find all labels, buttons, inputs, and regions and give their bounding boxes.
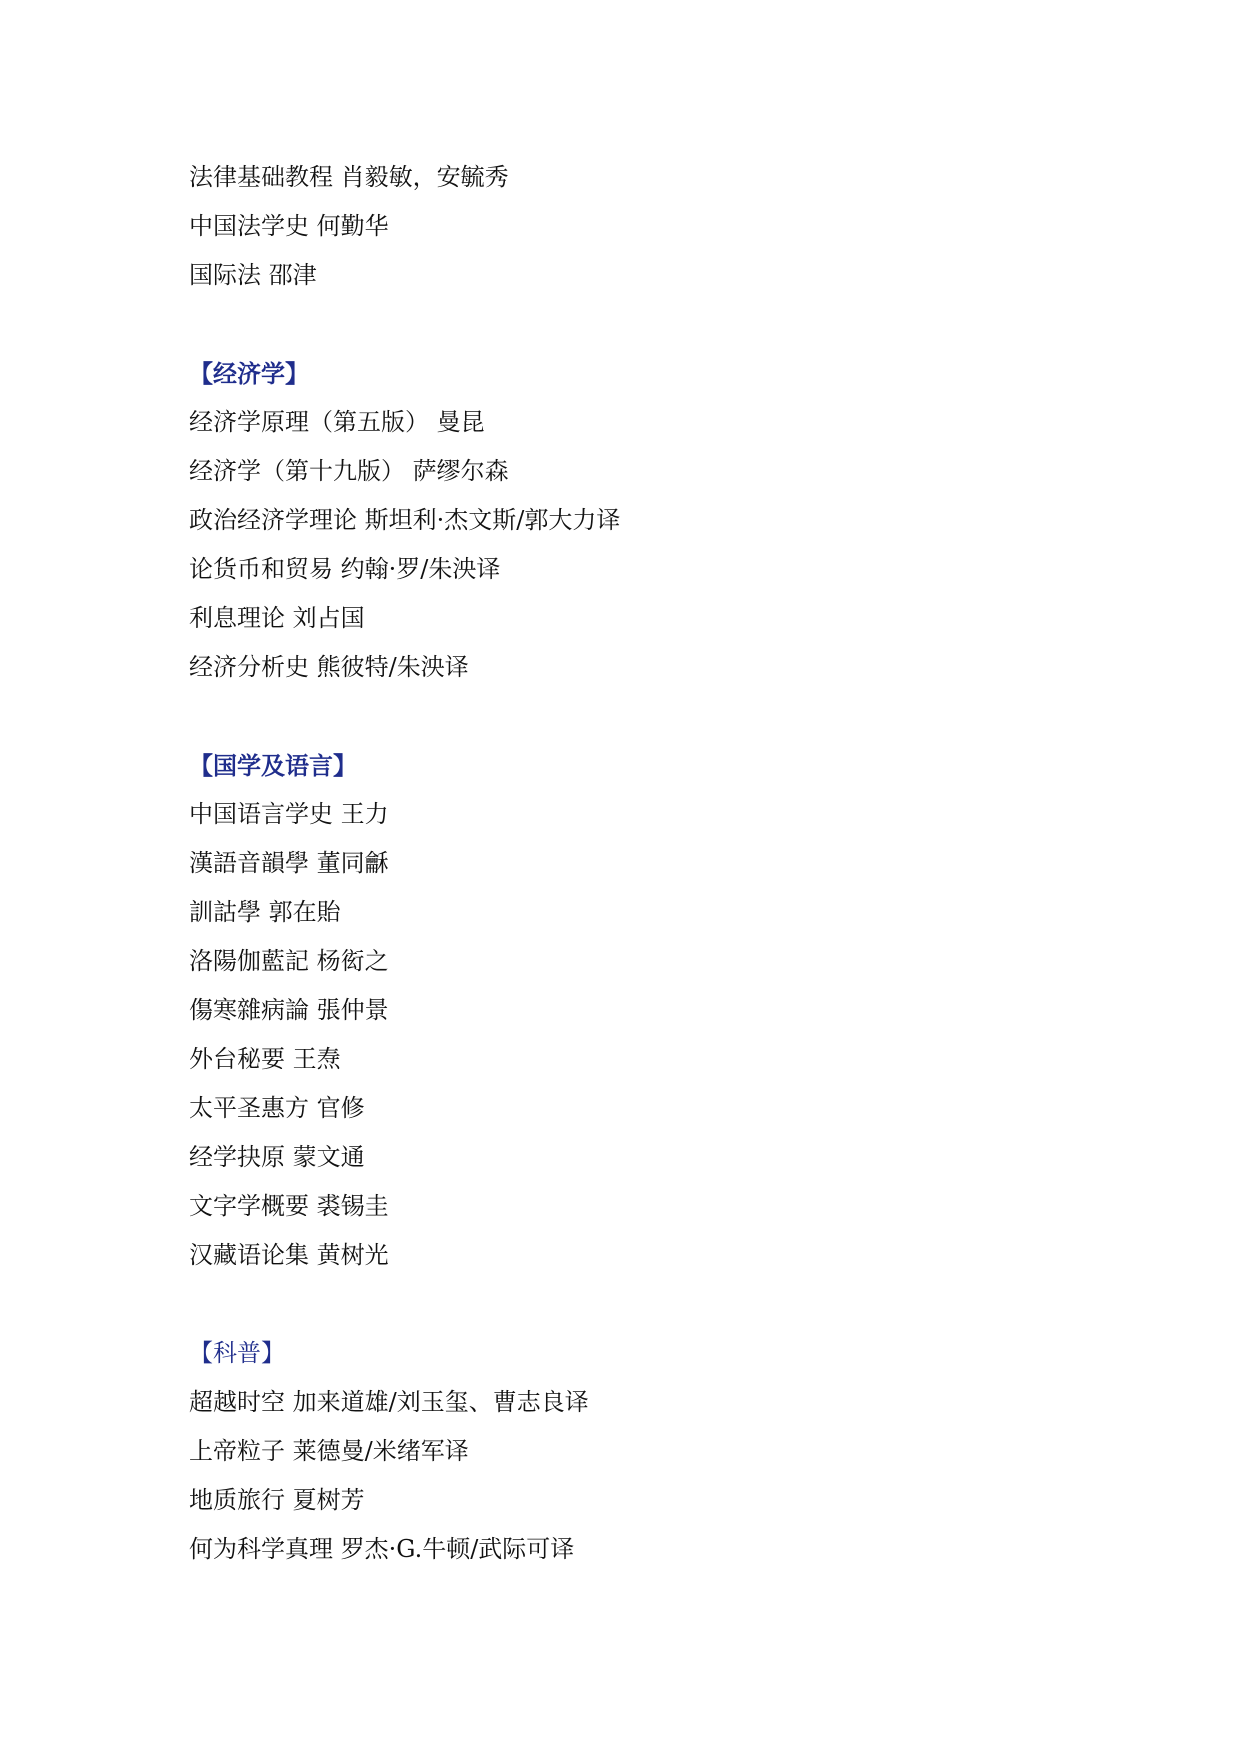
book-entry: 经学抉原 蒙文通 <box>189 1143 365 1171</box>
book-entry: 外台秘要 王焘 <box>189 1045 341 1073</box>
section-spacer <box>189 1280 1189 1329</box>
book-entry: 经济学原理（第五版） 曼昆 <box>189 408 485 436</box>
section-heading-science: 【科普】 <box>189 1339 285 1367</box>
section-spacer <box>189 692 1189 741</box>
book-entry: 洛陽伽藍記 杨衒之 <box>189 947 389 975</box>
section-economics <box>189 349 1189 692</box>
book-entry: 漢語音韻學 董同龢 <box>189 849 389 877</box>
book-entry: 政治经济学理论 斯坦利·杰文斯/郭大力译 <box>189 506 621 534</box>
book-entry: 地质旅行 夏树芳 <box>189 1486 365 1514</box>
book-entry: 国际法 邵津 <box>189 261 317 289</box>
book-entry: 中国语言学史 王力 <box>189 800 389 828</box>
section-law <box>189 153 1189 300</box>
book-entry: 经济分析史 熊彼特/朱泱译 <box>189 653 469 681</box>
section-sinology <box>189 741 1189 1280</box>
document-page <box>189 153 1189 1574</box>
book-entry: 傷寒雜病論 張仲景 <box>189 996 389 1024</box>
book-entry: 利息理论 刘占国 <box>189 604 365 632</box>
section-spacer <box>189 300 1189 349</box>
book-entry: 上帝粒子 莱德曼/米绪军译 <box>189 1437 469 1465</box>
book-entry: 何为科学真理 罗杰·G.牛顿/武际可译 <box>189 1535 575 1563</box>
section-heading-economics: 【经济学】 <box>189 359 309 388</box>
book-entry: 中国法学史 何勤华 <box>189 212 389 240</box>
book-entry: 超越时空 加来道雄/刘玉玺、曹志良译 <box>189 1388 589 1416</box>
book-entry: 文字学概要 裘锡圭 <box>189 1192 389 1220</box>
book-entry: 訓詁學 郭在貽 <box>189 898 341 926</box>
book-entry: 太平圣惠方 官修 <box>189 1094 365 1122</box>
book-entry: 法律基础教程 肖毅敏，安毓秀 <box>189 163 509 191</box>
book-entry: 论货币和贸易 约翰·罗/朱泱译 <box>189 555 501 583</box>
section-science <box>189 1329 1189 1574</box>
section-heading-sinology: 【国学及语言】 <box>189 751 357 780</box>
book-entry: 经济学（第十九版） 萨缪尔森 <box>189 457 509 485</box>
book-entry: 汉藏语论集 黄树光 <box>189 1241 389 1269</box>
